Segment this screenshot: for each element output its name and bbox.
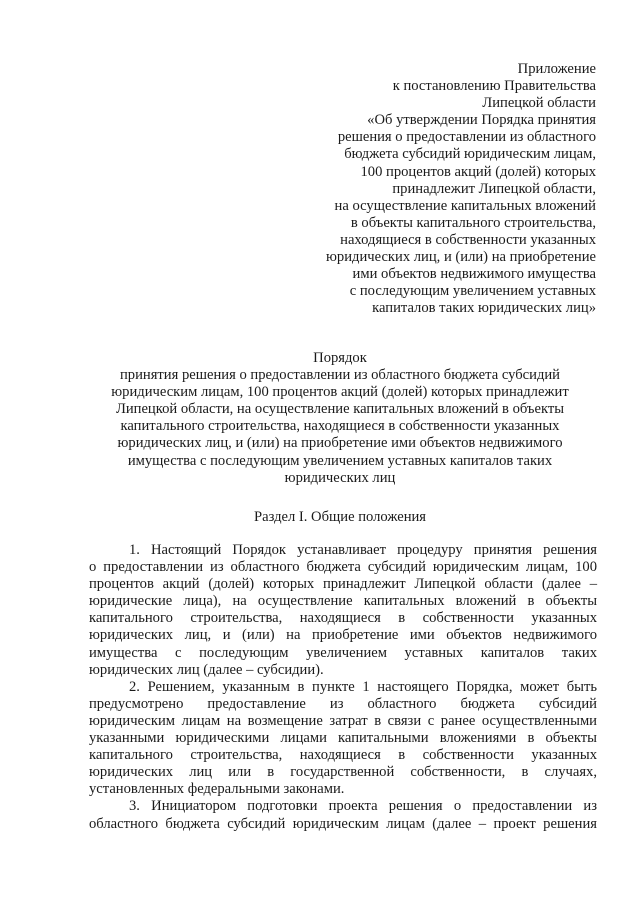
paragraph-line: указанными юридическими лицами капитальными вложениями в объекты: [89, 730, 597, 747]
paragraph-line: капитального строительства, находящиеся в собственности указанных: [89, 747, 597, 764]
title-line: юридических лиц, и (или) на приобретение ими объектов недвижимого: [117, 435, 563, 452]
appendix-line: 100 процентов акций (долей) которых: [360, 163, 596, 180]
paragraph-line: юридическим лицам на возмещение затрат в связи с ранее осуществленными: [89, 712, 597, 729]
appendix-line: с последующим увеличением уставных: [349, 283, 596, 300]
paragraph-line: 1. Настоящий Порядок устанавливает процедуру принятия решения: [129, 542, 597, 558]
paragraph-line: юридических лиц, и (или) на приобретение ими объектов недвижимого: [89, 627, 597, 644]
paragraph-line: предусмотрено предоставление из областного бюджета субсидий: [89, 695, 597, 712]
title-line: принятия решения о предоставлении из областного бюджета субсидий: [119, 367, 560, 384]
appendix-line: ими объектов недвижимого имущества: [352, 266, 596, 283]
paragraph-line: процентов акций (долей) которых принадлежит Липецкой области (далее –: [89, 576, 597, 593]
appendix-line: юридических лиц, и (или) на приобретение: [326, 249, 596, 266]
appendix-header: [266, 61, 596, 317]
title-line: капитального строительства, находящиеся в собственности указанных: [120, 418, 560, 435]
section-heading: Раздел I. Общие положения: [253, 509, 427, 525]
appendix-line: находящиеся в собственности указанных: [340, 231, 596, 248]
paragraph-line: областного бюджета субсидий юридическим лицам (далее – проект решения: [89, 815, 597, 832]
paragraph-line: имущества с последующим увеличением уставных капиталов таких: [89, 644, 597, 661]
appendix-line: Липецкой области: [482, 95, 596, 112]
appendix-line: принадлежит Липецкой области,: [392, 180, 596, 197]
paragraph-line: юридических лиц или в государственной собственности, в случаях,: [89, 764, 597, 781]
paragraph-line: юридические лица), на осуществление капитальных вложений в объекты: [89, 593, 597, 610]
appendix-line: в объекты капитального строительства,: [350, 214, 596, 231]
paragraph-line: 2. Решением, указанным в пункте 1 настоящего Порядка, может быть: [129, 678, 597, 695]
title-line: Липецкой области, на осуществление капитальных вложений в объекты: [115, 401, 565, 418]
document-body: [89, 542, 597, 833]
title-line: юридическим лицам, 100 процентов акций (долей) которых принадлежит: [111, 384, 569, 401]
title-line: Порядок: [313, 350, 367, 366]
paragraph-line: капитального строительства, находящиеся в собственности указанных: [89, 610, 597, 627]
paragraph-line: 3. Инициатором подготовки проекта решения о предоставлении из: [129, 798, 597, 815]
appendix-line: к постановлению Правительства: [392, 78, 596, 95]
document-title: [80, 350, 600, 487]
paragraph-line: юридических лиц (далее – субсидии).: [89, 661, 324, 678]
appendix-line: капиталов таких юридических лиц»: [372, 300, 596, 317]
appendix-line: на осуществление капитальных вложений: [334, 197, 596, 214]
appendix-line: «Об утверждении Порядка принятия: [367, 112, 596, 129]
appendix-line: решения о предоставлении из областного: [337, 129, 596, 146]
paragraph-line: о предоставлении из областного бюджета субсидий юридическим лицам, 100: [89, 559, 597, 576]
paragraph-line: установленных федеральными законами.: [89, 781, 345, 798]
paragraph-1: [89, 542, 597, 679]
appendix-line: Приложение: [517, 61, 596, 77]
paragraph-3: [89, 798, 597, 832]
title-line: юридических лиц: [284, 469, 396, 486]
paragraph-2: [89, 679, 597, 799]
title-line: имущества с последующим увеличением уставных капиталов таких: [127, 452, 553, 469]
appendix-line: бюджета субсидий юридическим лицам,: [344, 146, 596, 163]
